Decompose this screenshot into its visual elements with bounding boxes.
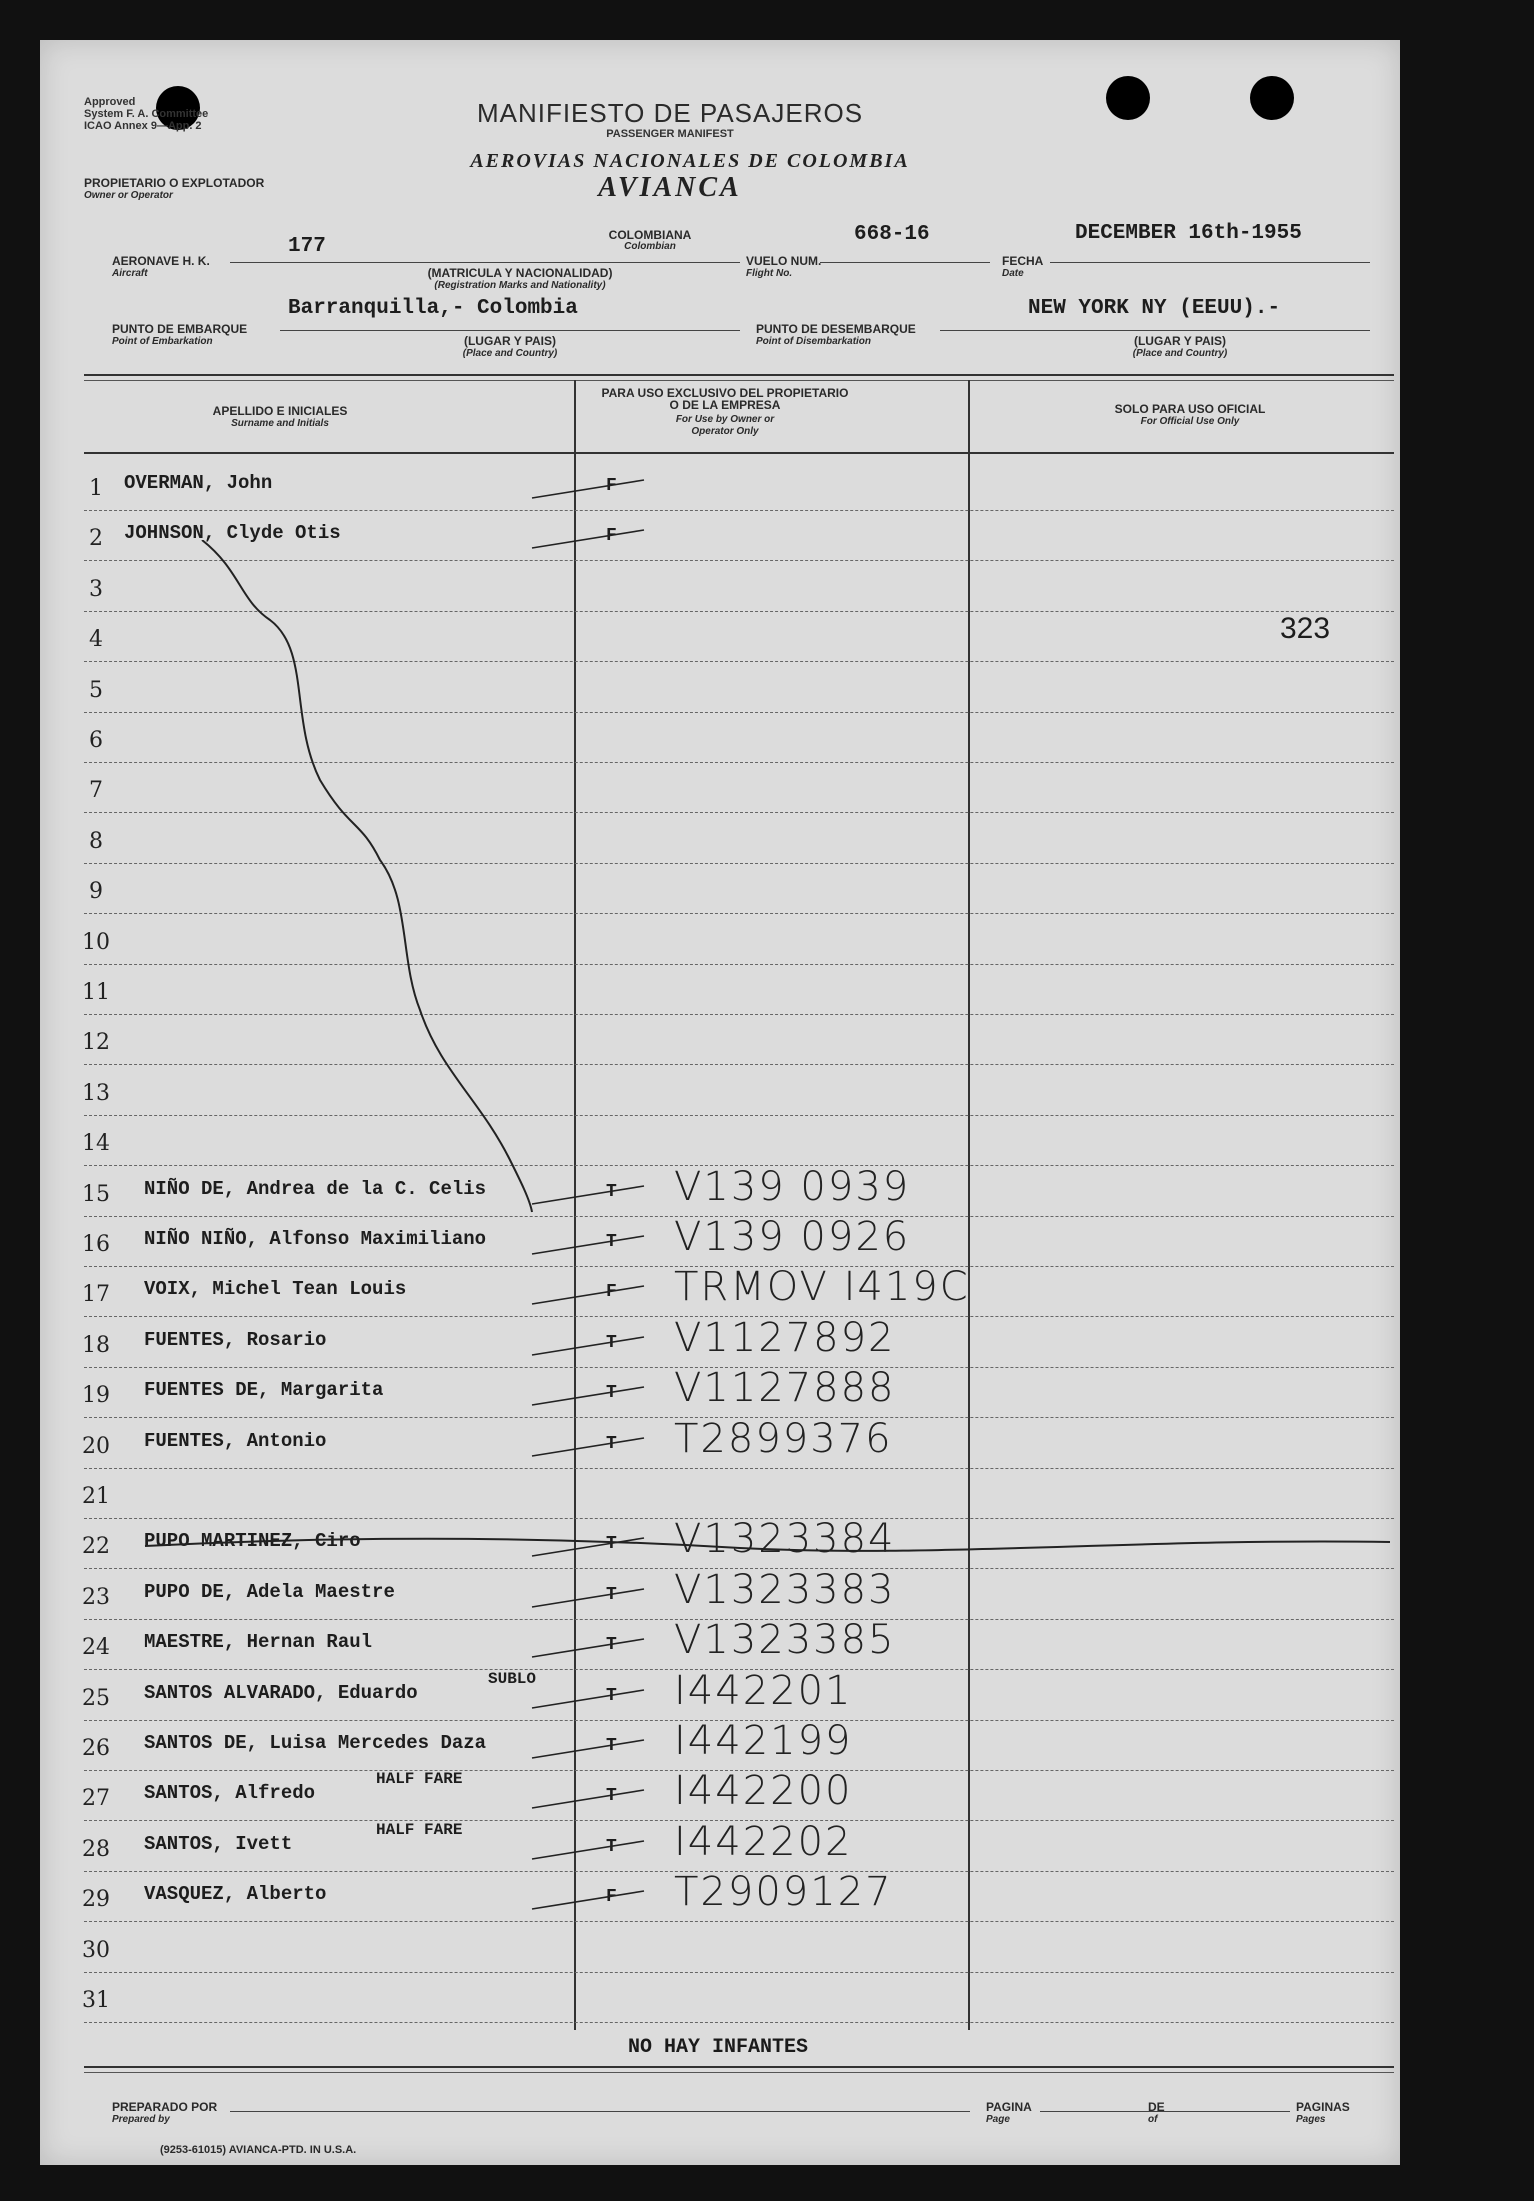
row-number: 9	[89, 879, 103, 904]
passenger-name: FUENTES DE, Margarita	[144, 1379, 384, 1401]
check-slash	[528, 1835, 648, 1865]
passenger-class-code: T	[606, 1585, 617, 1605]
row-number: 26	[82, 1736, 110, 1761]
owner-label: PROPIETARIO O EXPLOTADOR	[84, 176, 265, 190]
check-slash	[528, 474, 648, 504]
row-number: 7	[89, 778, 103, 803]
date-value: DECEMBER 16th-1955	[1075, 222, 1302, 245]
passenger-name: SANTOS ALVARADO, Eduardo	[144, 1682, 418, 1704]
row-number: 14	[82, 1131, 110, 1156]
table-row	[40, 464, 1400, 512]
embark-place-label: (LUGAR Y PAIS)	[463, 334, 556, 348]
table-row	[40, 1264, 1400, 1318]
passenger-name: OVERMAN, John	[124, 472, 273, 494]
col3-header: SOLO PARA USO OFICIAL	[1114, 402, 1266, 416]
ticket-number: V1323383	[674, 1567, 896, 1613]
row21-strike	[140, 1526, 1400, 1566]
passenger-name: SANTOS, Ivett	[144, 1833, 293, 1855]
manifest-sheet	[40, 40, 1400, 2165]
passenger-name: VASQUEZ, Alberto	[144, 1883, 327, 1905]
row-number: 6	[89, 728, 103, 753]
prepared-label-english: Prepared by	[112, 2114, 170, 2125]
col2-header-english-1: For Use by Owner or	[675, 414, 775, 425]
pages-label: PAGINAS	[1296, 2100, 1350, 2114]
passenger-class-code: T	[606, 1383, 617, 1403]
fare-note: SUBLO	[488, 1670, 537, 1688]
row-number: 23	[82, 1585, 110, 1610]
table-row	[40, 1668, 1400, 1722]
disembark-place-label: (LUGAR Y PAIS)	[1133, 334, 1226, 348]
ticket-number: I442202	[674, 1819, 853, 1865]
ticket-number: V139 0939	[674, 1164, 911, 1210]
ticket-number: V1323384	[674, 1516, 896, 1562]
void-squiggle	[180, 540, 600, 1220]
row-number: 15	[82, 1182, 110, 1207]
row-number: 24	[82, 1635, 110, 1660]
row-rule	[84, 1468, 1394, 1469]
col2-header-line1: PARA USO EXCLUSIVO DEL PROPIETARIO	[601, 386, 849, 400]
disembark-label: PUNTO DE DESEMBARQUE	[756, 322, 916, 336]
row-rule	[84, 510, 1394, 511]
passenger-class-code: T	[606, 1635, 617, 1655]
date-label-english: Date	[1002, 268, 1024, 279]
flight-label-english: Flight No.	[746, 268, 793, 279]
row-number: 4	[89, 627, 103, 652]
disembark-underline	[940, 330, 1370, 331]
nationality-label: COLOMBIANA	[608, 228, 692, 242]
disembark-label-english: Point of Disembarkation	[756, 336, 872, 347]
passenger-class-code: F	[606, 1887, 617, 1907]
row-number: 17	[82, 1282, 110, 1307]
ticket-number: I442200	[674, 1768, 853, 1814]
aircraft-underline	[230, 262, 740, 263]
header-bottom-rule	[84, 452, 1394, 454]
ticket-number: V1127888	[674, 1365, 896, 1411]
passenger-class-code: T	[606, 1434, 617, 1454]
row-number: 10	[82, 930, 110, 955]
table-row	[40, 1926, 1400, 1974]
passenger-class-code: T	[606, 1686, 617, 1706]
check-slash	[528, 1280, 648, 1310]
col1-header: APELLIDO E INICIALES	[212, 404, 348, 418]
table-row	[40, 1567, 1400, 1621]
page-line	[1040, 2111, 1290, 2112]
aircraft-label-english: Aircraft	[112, 268, 148, 279]
passenger-class-code: T	[606, 1232, 617, 1252]
row-rule	[84, 1972, 1394, 1973]
of-label-english: of	[1148, 2114, 1158, 2125]
print-code: (9253-61015) AVIANCA-PTD. IN U.S.A.	[160, 2144, 357, 2156]
passenger-class-code: T	[606, 1182, 617, 1202]
row-number: 8	[89, 829, 103, 854]
check-slash	[528, 1734, 648, 1764]
ticket-number: TRMOV I419C	[674, 1264, 970, 1310]
registration-label: (MATRICULA Y NACIONALIDAD)	[427, 266, 613, 280]
embark-place-label-english: (Place and Country)	[462, 348, 558, 359]
table-row	[40, 1976, 1400, 2024]
passenger-name: SANTOS DE, Luisa Mercedes Daza	[144, 1732, 487, 1754]
row-number: 25	[82, 1686, 110, 1711]
prepared-line	[230, 2111, 970, 2112]
passenger-class-code: F	[606, 476, 617, 496]
table-top-rule-2	[84, 380, 1394, 381]
airline-full-name: AEROVIAS NACIONALES DE COLOMBIA	[470, 150, 910, 172]
passenger-class-code: F	[606, 1282, 617, 1302]
table-bottom-rule	[84, 2066, 1394, 2068]
prepared-label: PREPARADO POR	[112, 2100, 218, 2114]
passenger-name: PUPO MARTINEZ, Ciro	[144, 1530, 361, 1552]
embark-underline	[280, 330, 740, 331]
check-slash	[528, 1885, 648, 1915]
passenger-name: NIÑO DE, Andrea de la C. Celis	[144, 1178, 487, 1200]
airline-short-name: AVIANCA	[598, 172, 742, 203]
check-slash	[528, 1583, 648, 1613]
title-english: PASSENGER MANIFEST	[606, 128, 734, 140]
nationality-label-english: Colombian	[624, 241, 676, 252]
row-number: 20	[82, 1434, 110, 1459]
passenger-class-code: T	[606, 1736, 617, 1756]
row-number: 1	[89, 476, 103, 501]
passenger-class-code: T	[606, 1837, 617, 1857]
table-row	[40, 1768, 1400, 1822]
table-row	[40, 1472, 1400, 1520]
disembark-value: NEW YORK NY (EEUU).-	[1028, 297, 1281, 320]
row-number: 5	[89, 678, 103, 703]
owner-label-english: Owner or Operator	[84, 190, 173, 201]
aircraft-value: 177	[288, 235, 326, 258]
ticket-number: I442199	[674, 1718, 853, 1764]
flight-label: VUELO NUM.	[746, 254, 822, 268]
flight-value: 668-16	[854, 223, 930, 246]
check-slash	[528, 1230, 648, 1260]
date-underline	[1050, 262, 1370, 263]
aircraft-label: AERONAVE H. K.	[112, 254, 210, 268]
disembark-place-label-english: (Place and Country)	[1132, 348, 1228, 359]
row-number: 3	[89, 577, 103, 602]
passenger-name: FUENTES, Rosario	[144, 1329, 327, 1351]
fare-note: HALF FARE	[376, 1821, 463, 1839]
row-number: 2	[89, 526, 103, 551]
col2-header-line2: O DE LA EMPRESA	[669, 398, 781, 412]
table-row	[40, 1819, 1400, 1873]
row-number: 11	[82, 980, 110, 1005]
embark-label-english: Point of Embarkation	[112, 336, 213, 347]
passenger-name: MAESTRE, Hernan Raul	[144, 1631, 373, 1653]
row-number: 29	[82, 1887, 110, 1912]
table-bottom-rule-2	[84, 2072, 1394, 2073]
row-number: 19	[82, 1383, 110, 1408]
row-rule	[84, 2022, 1394, 2023]
title: MANIFIESTO DE PASAJEROS	[476, 98, 864, 128]
passenger-name: VOIX, Michel Tean Louis	[144, 1278, 407, 1300]
col1-header-english: Surname and Initials	[231, 418, 329, 429]
of-label: DE	[1148, 2100, 1165, 2114]
table-row	[40, 1315, 1400, 1369]
embark-value: Barranquilla,- Colombia	[288, 297, 578, 320]
table-row	[40, 1617, 1400, 1671]
ticket-number: V139 0926	[674, 1214, 911, 1260]
punch-hole-right-2	[1250, 76, 1294, 120]
check-slash	[528, 1331, 648, 1361]
passenger-class-code: T	[606, 1786, 617, 1806]
page-label-english: Page	[986, 2114, 1010, 2125]
passenger-class-code: T	[606, 1333, 617, 1353]
check-slash	[528, 1633, 648, 1663]
passenger-name: NIÑO NIÑO, Alfonso Maximiliano	[144, 1228, 487, 1250]
row-number: 12	[82, 1030, 110, 1055]
col3-header-english: For Official Use Only	[1140, 416, 1240, 427]
row-rule	[84, 1921, 1394, 1922]
row-number: 22	[82, 1534, 110, 1559]
approval-note: Approved System F. A. Committee ICAO Annex 9—App. 2	[84, 96, 209, 132]
ticket-number: V1323385	[674, 1617, 896, 1663]
table-row	[40, 1365, 1400, 1419]
punch-hole-right-1	[1106, 76, 1150, 120]
row-number: 16	[82, 1232, 110, 1257]
ticket-number: T2909127	[674, 1869, 893, 1915]
ticket-number: V1127892	[674, 1315, 896, 1361]
passenger-name: SANTOS, Alfredo	[144, 1782, 316, 1804]
check-slash	[528, 1784, 648, 1814]
col2-header-english-2: Operator Only	[691, 426, 759, 437]
table-row	[40, 1869, 1400, 1923]
check-slash	[528, 1684, 648, 1714]
ticket-number: I442201	[674, 1668, 853, 1714]
date-label: FECHA	[1002, 254, 1044, 268]
flight-underline	[820, 262, 990, 263]
table-row	[40, 1214, 1400, 1268]
passenger-name: PUPO DE, Adela Maestre	[144, 1581, 395, 1603]
pages-label-english: Pages	[1296, 2114, 1326, 2125]
passenger-name: JOHNSON, Clyde Otis	[124, 522, 341, 544]
passenger-class-code: F	[606, 526, 617, 546]
row-number: 18	[82, 1333, 110, 1358]
check-slash	[528, 1432, 648, 1462]
table-row	[40, 1416, 1400, 1470]
row-number: 13	[82, 1081, 110, 1106]
row-number: 27	[82, 1786, 110, 1811]
fare-note: HALF FARE	[376, 1770, 463, 1788]
page-label: PAGINA	[986, 2100, 1032, 2114]
row-number: 31	[82, 1988, 110, 2013]
ticket-number: T2899376	[674, 1416, 893, 1462]
no-infants-note: NO HAY INFANTES	[628, 2036, 809, 2059]
registration-label-english: (Registration Marks and Nationality)	[434, 280, 606, 291]
passenger-name: FUENTES, Antonio	[144, 1430, 327, 1452]
row-number: 28	[82, 1837, 110, 1862]
official-note: 323	[1280, 612, 1331, 645]
row-number: 30	[82, 1938, 110, 1963]
table-top-rule	[84, 374, 1394, 376]
table-row	[40, 1718, 1400, 1772]
row-number: 21	[82, 1484, 110, 1509]
embark-label: PUNTO DE EMBARQUE	[112, 322, 248, 336]
passenger-class-code: T	[606, 1534, 617, 1554]
check-slash	[528, 1381, 648, 1411]
